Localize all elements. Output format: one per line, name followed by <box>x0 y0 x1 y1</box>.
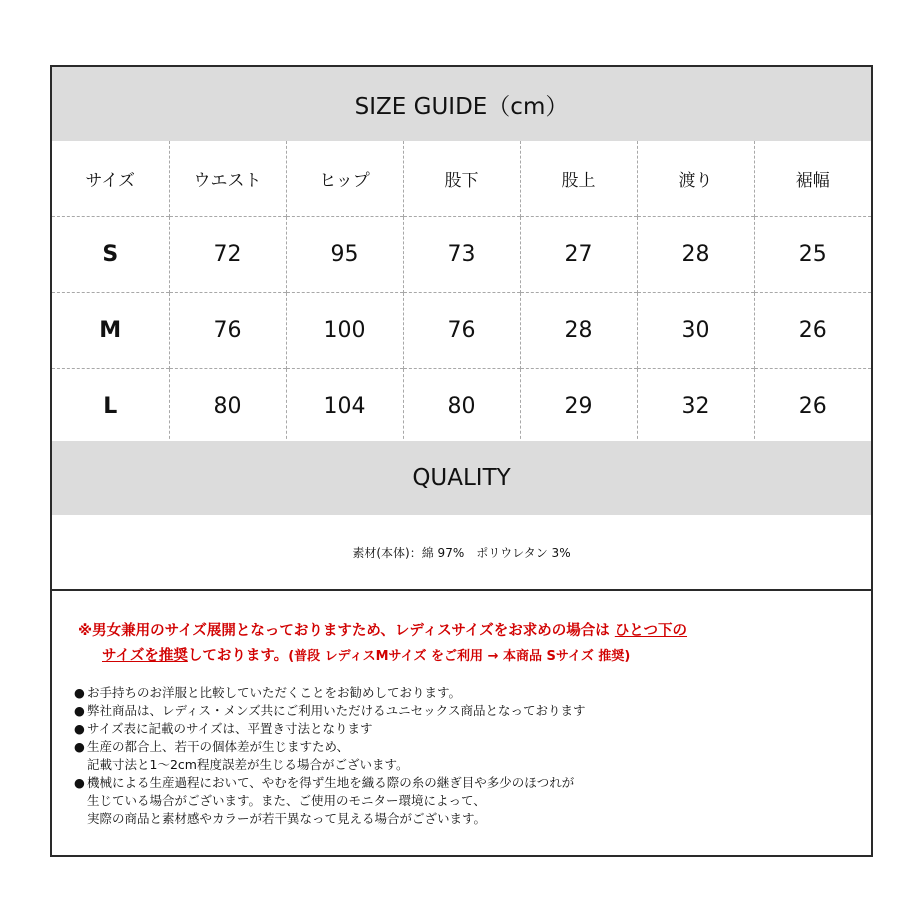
warning-underlined: ひとつ下の <box>614 623 688 639</box>
warning-text: しております。 <box>187 648 289 664</box>
warning-underlined: サイズを推奨 <box>102 648 188 664</box>
cell-waist: 80 <box>169 369 286 445</box>
cell-waist: 76 <box>169 293 286 369</box>
note-continuation: 実際の商品と素材感やカラーが若干異なって見える場合がございます。 <box>87 811 487 826</box>
note-item <box>74 684 586 702</box>
header-thigh: 渡り <box>637 141 754 217</box>
cell-waist: 72 <box>169 217 286 293</box>
bullet-icon: ● <box>74 685 85 700</box>
notes-list <box>74 684 586 828</box>
size-label: S <box>52 217 169 293</box>
note-item <box>74 720 586 738</box>
note-item <box>74 774 586 792</box>
note-item <box>74 702 586 720</box>
warning-text: ※男女兼用のサイズ展開となっておりますため、レディスサイズをお求めの場合は <box>78 623 610 639</box>
bullet-icon: ● <box>74 739 85 754</box>
cell-rise: 28 <box>520 293 637 369</box>
warning-note: (普段 レディスMサイズ をご利用 → 本商品 Sサイズ 推奨) <box>288 649 631 664</box>
bullet-icon: ● <box>74 703 85 718</box>
size-table-header-row <box>52 141 871 217</box>
cell-hip: 104 <box>286 369 403 445</box>
material-text: 素材(本体)：綿 97% ポリウレタン 3% <box>352 545 571 560</box>
size-label: M <box>52 293 169 369</box>
cell-hip: 95 <box>286 217 403 293</box>
size-row-m <box>52 293 871 369</box>
cell-inseam: 76 <box>403 293 520 369</box>
note-continuation: 記載寸法と1～2cm程度誤差が生じる場合がございます。 <box>87 757 409 772</box>
cell-rise: 27 <box>520 217 637 293</box>
size-row-l <box>52 369 871 445</box>
note-text: お手持ちのお洋服と比較していただくことをお勧めしております。 <box>87 685 462 700</box>
size-guide-title: SIZE GUIDE（cm） <box>52 67 871 141</box>
quality-title: QUALITY <box>52 441 871 515</box>
header-hem: 裾幅 <box>754 141 871 217</box>
size-warning <box>78 619 687 669</box>
size-guide-frame <box>50 65 873 857</box>
bullet-icon: ● <box>74 721 85 736</box>
bullet-icon: ● <box>74 775 85 790</box>
note-continuation: 生じている場合がございます。また、ご使用のモニター環境によって、 <box>87 793 486 808</box>
cell-thigh: 28 <box>637 217 754 293</box>
size-table <box>52 141 871 444</box>
note-text: 弊社商品は、レディス・メンズ共にご利用いただけるユニセックス商品となっております <box>87 703 586 718</box>
cell-inseam: 73 <box>403 217 520 293</box>
header-rise: 股上 <box>520 141 637 217</box>
cell-rise: 29 <box>520 369 637 445</box>
header-hip: ヒップ <box>286 141 403 217</box>
cell-thigh: 32 <box>637 369 754 445</box>
note-text: 機械による生産過程において、やむを得ず生地を織る際の糸の継ぎ目や多少のほつれが <box>87 775 575 790</box>
size-row-s <box>52 217 871 293</box>
header-inseam: 股下 <box>403 141 520 217</box>
warning-line-1 <box>78 619 687 644</box>
cell-hip: 100 <box>286 293 403 369</box>
header-size: サイズ <box>52 141 169 217</box>
note-text: 生産の都合上、若干の個体差が生じますため、 <box>87 739 350 754</box>
cell-hem: 26 <box>754 369 871 445</box>
warning-line-2 <box>78 644 687 669</box>
cell-hem: 26 <box>754 293 871 369</box>
section-divider <box>52 589 871 591</box>
cell-hem: 25 <box>754 217 871 293</box>
note-item <box>74 738 586 756</box>
cell-thigh: 30 <box>637 293 754 369</box>
size-label: L <box>52 369 169 445</box>
cell-inseam: 80 <box>403 369 520 445</box>
note-text: サイズ表に記載のサイズは、平置き寸法となります <box>87 721 373 736</box>
header-waist: ウエスト <box>169 141 286 217</box>
